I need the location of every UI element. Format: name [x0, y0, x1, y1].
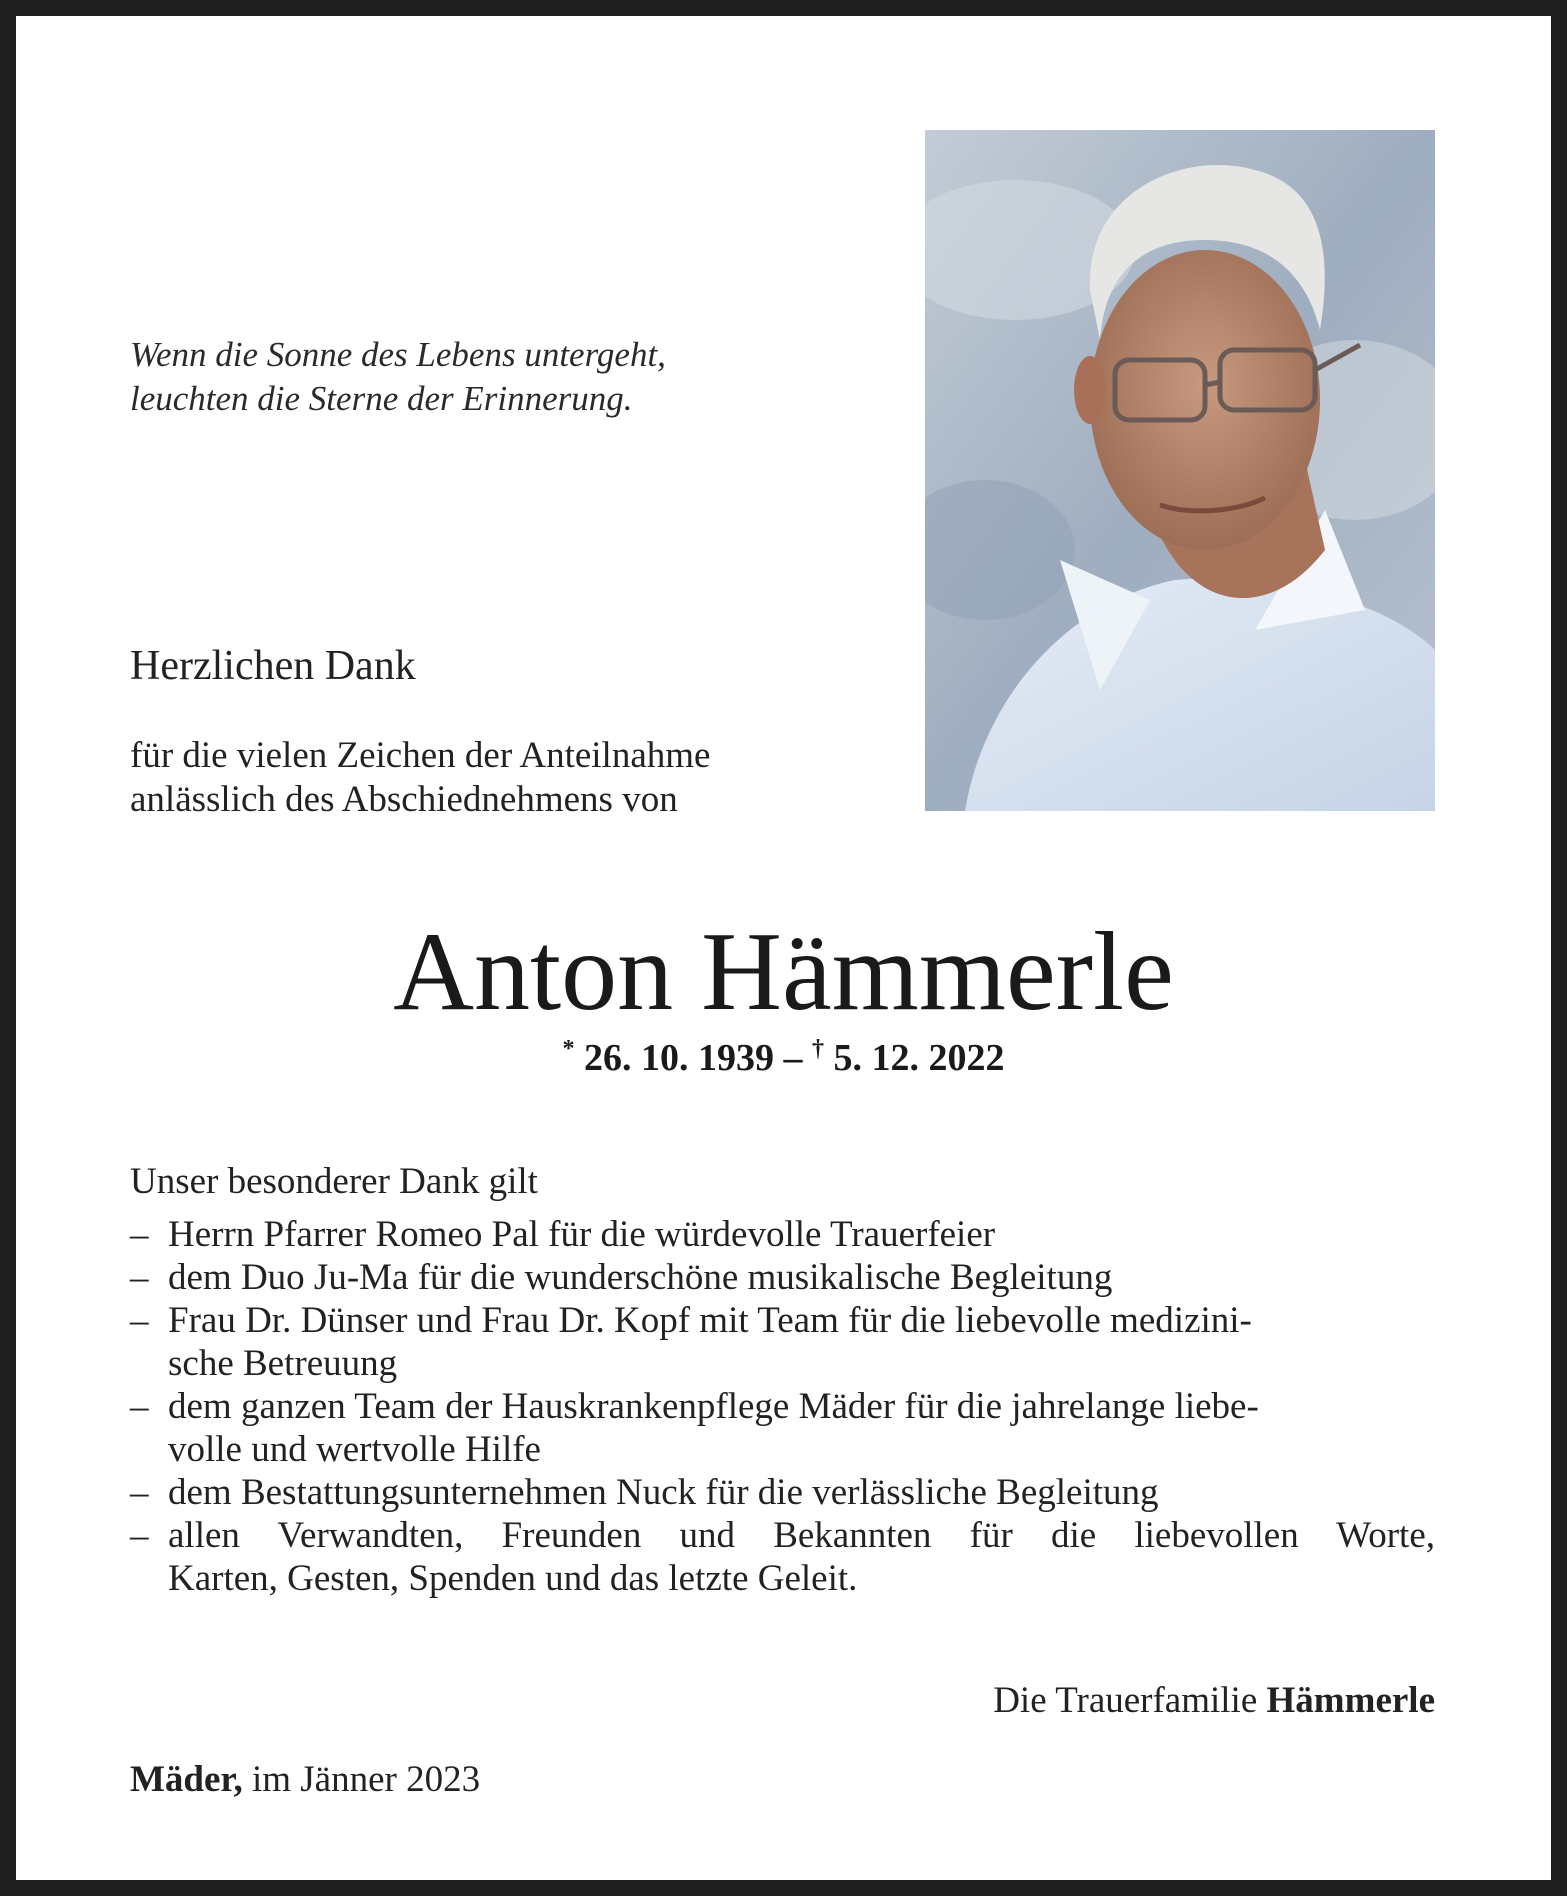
list-item-line: dem Bestattungsunternehmen Nuck für die verlässliche Begleitung: [168, 1472, 1159, 1513]
portrait-photo: [925, 130, 1435, 811]
list-item-line: allen Verwandten, Freunden und Bekannten für die liebevollen Worte,: [168, 1515, 1435, 1556]
date-text: im Jänner 2023: [251, 1759, 481, 1800]
life-dates: [0, 1036, 1567, 1080]
signature-prefix: Die Trauerfamilie: [993, 1680, 1258, 1721]
family-signature: [993, 1679, 1435, 1722]
list-dash: –: [130, 1515, 149, 1556]
thanks-text: [130, 734, 710, 822]
list-item: [130, 1514, 1435, 1600]
list-item-line: dem Duo Ju-Ma für die wunderschöne musikalische Begleitung: [168, 1257, 1113, 1298]
quote-line-2: leuchten die Sterne der Erinnerung.: [130, 379, 633, 418]
list-item-line: dem ganzen Team der Hauskrankenpflege Mäder für die jahrelange liebe-: [168, 1386, 1259, 1427]
thanks-line-2: anlässlich des Abschiednehmens von: [130, 779, 678, 820]
death-date: 5. 12. 2022: [833, 1037, 1005, 1079]
thanks-line-1: für die vielen Zeichen der Anteilnahme: [130, 735, 711, 776]
list-item-line: Karten, Gesten, Spenden und das letzte Geleit.: [168, 1558, 858, 1599]
thanks-heading: Herzlichen Dank: [130, 643, 416, 689]
signature-family-name: Hämmerle: [1266, 1680, 1435, 1721]
place-and-date: [130, 1758, 480, 1801]
birth-symbol: *: [562, 1036, 575, 1062]
list-dash: –: [130, 1386, 149, 1427]
list-item-line: Herrn Pfarrer Romeo Pal für die würdevolle Trauerfeier: [168, 1214, 996, 1255]
list-dash: –: [130, 1472, 149, 1513]
list-item: [130, 1256, 1435, 1299]
list-item: [130, 1385, 1435, 1471]
acknowledgements-list: [130, 1213, 1435, 1600]
memorial-quote: [130, 333, 666, 421]
acknowledgements-intro: Unser besonderer Dank gilt: [130, 1161, 538, 1202]
birth-date: 26. 10. 1939: [584, 1037, 774, 1079]
place-name: Mäder,: [130, 1759, 243, 1800]
list-item-line: sche Betreuung: [168, 1343, 398, 1384]
date-separator: –: [783, 1037, 803, 1079]
quote-line-1: Wenn die Sonne des Lebens untergeht,: [130, 335, 666, 374]
list-item: [130, 1299, 1435, 1385]
deceased-name: Anton Hämmerle: [393, 910, 1174, 1034]
list-item: [130, 1471, 1435, 1514]
list-dash: –: [130, 1257, 149, 1298]
list-item-line: volle und wertvolle Hilfe: [168, 1429, 541, 1470]
list-dash: –: [130, 1214, 149, 1255]
list-dash: –: [130, 1300, 149, 1341]
list-item: [130, 1213, 1435, 1256]
list-item-line: Frau Dr. Dünser und Frau Dr. Kopf mit Team für die liebevolle medizini-: [168, 1300, 1252, 1341]
death-symbol: †: [812, 1036, 824, 1062]
